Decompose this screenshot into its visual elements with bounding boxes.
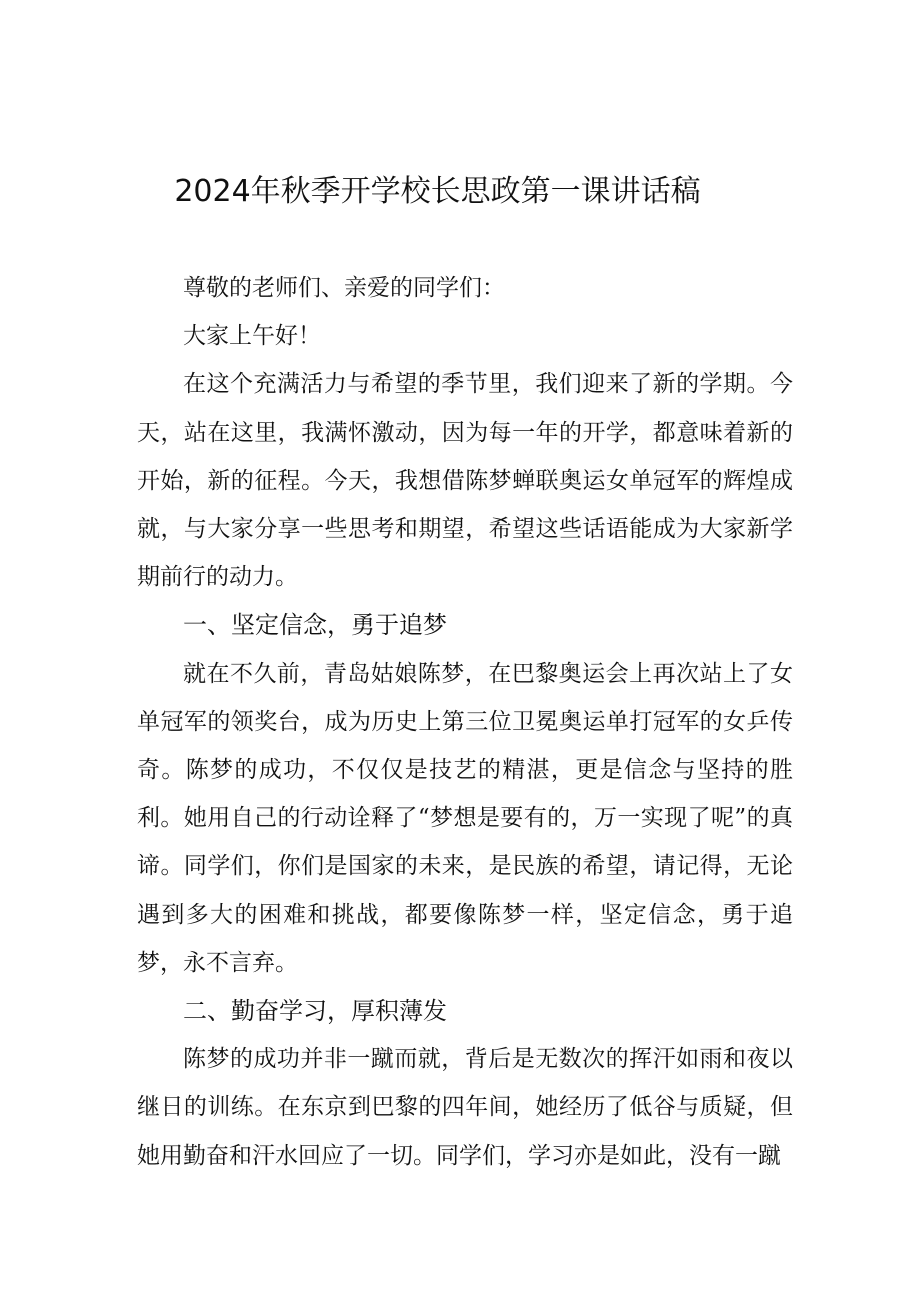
intro-paragraph: 在这个充满活力与希望的季节里，我们迎来了新的学期。今天，站在这里，我满怀激动，因为每一年的开学，都意味着新的开始，新的征程。今天，我想借陈梦蝉联奥运女单冠军的辉煌成就，与大家分享一些思考和期望，希望这些话语能成为大家新学期前行的动力。	[137, 371, 793, 591]
section-heading-2: 二、勤奋学习，厚积薄发	[183, 997, 447, 1026]
section-paragraph-2: 陈梦的成功并非一蹴而就，背后是无数次的挥汗如雨和夜以继日的训练。在东京到巴黎的四年间，她经历了低谷与质疑，但她用勤奋和汗水回应了一切。同学们，学习亦是如此，没有一蹴	[137, 1046, 793, 1169]
section-heading-1: 一、坚定信念，勇于追梦	[183, 611, 447, 640]
document-title: 2024年秋季开学校长思政第一课讲话稿	[174, 174, 701, 209]
salutation: 大家上午好！	[183, 323, 321, 350]
section-paragraph-1: 就在不久前，青岛姑娘陈梦，在巴黎奥运会上再次站上了女单冠军的领奖台，成为历史上第三位卫冕奥运单打冠军的女乒传奇。陈梦的成功，不仅仅是技艺的精湛，更是信念与坚持的胜利。她用自己的行动诠释了“梦想是要有的，万一实现了呢”的真谛。同学们，你们是国家的未来，是民族的希望，请记得，无论遇到多大的困难和挑战，都要像陈梦一样，坚定信念，勇于追梦，永不言弃。	[137, 660, 793, 976]
document-body	[137, 264, 793, 1180]
greeting: 尊敬的老师们、亲爱的同学们：	[183, 275, 505, 301]
